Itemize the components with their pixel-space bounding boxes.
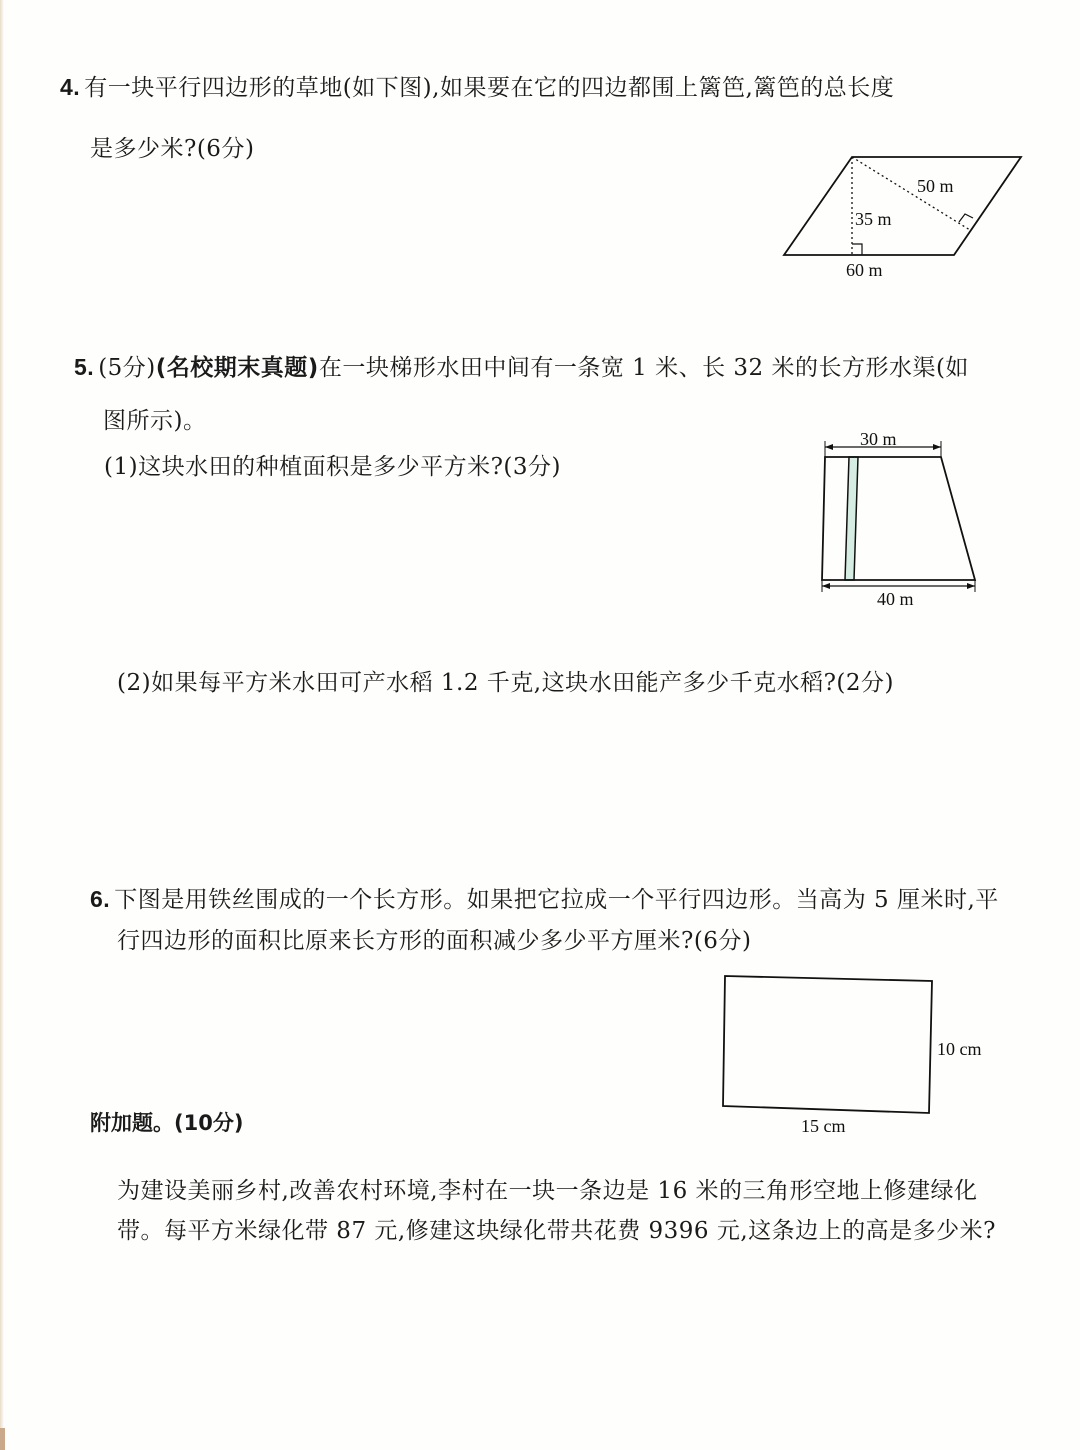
question-number: 5. [74,354,95,380]
label-bottom-base: 40 m [877,589,914,609]
label-height: 10 cm [937,1039,982,1059]
question-4-line-1: 4. 有一块平行四边形的草地(如下图),如果要在它的四边都围上篱笆,篱笆的总长度 [60,74,895,101]
bonus-line-1: 为建设美丽乡村,改善农村环境,李村在一块一条边是 16 米的三角形空地上修建绿化 [117,1178,978,1204]
bonus-line-2: 带。每平方米绿化带 87 元,修建这块绿化带共花费 9396 元,这条边上的高是多少米? [117,1218,996,1244]
question-6-line-2: 行四边形的面积比原来长方形的面积减少多少平方厘米?(6分) [117,928,752,954]
label-other-height: 50 m [917,176,954,196]
sub-question-1: (1)这块水田的种植面积是多少平方米?(3分) [104,454,561,480]
label-top-base: 30 m [860,429,897,449]
question-5-line-2: 图所示)。 [103,408,207,434]
sub-question-2: (2)如果每平方米水田可产水稻 1.2 千克,这块水田能产多少千克水稻?(2分) [117,670,895,696]
question-6-line-1: 6. 下图是用铁丝围成的一个长方形。如果把它拉成一个平行四边形。当高为 5 厘米时,平 [90,886,999,913]
question-number: 6. [90,886,111,912]
label-base: 60 m [846,260,883,280]
label-height: 35 m [855,209,892,229]
question-5-line-1: 5. (5分)(名校期末真题)在一块梯形水田中间有一条宽 1 米、长 32 米的长方形水渠(如 [74,354,969,381]
question-4-line-2: 是多少米?(6分) [90,136,255,162]
label-width: 15 cm [801,1116,846,1136]
source-tag: (名校期末真题) [155,355,319,381]
bonus-title: 附加题。(10分) [90,1111,244,1135]
question-number: 4. [60,74,81,100]
